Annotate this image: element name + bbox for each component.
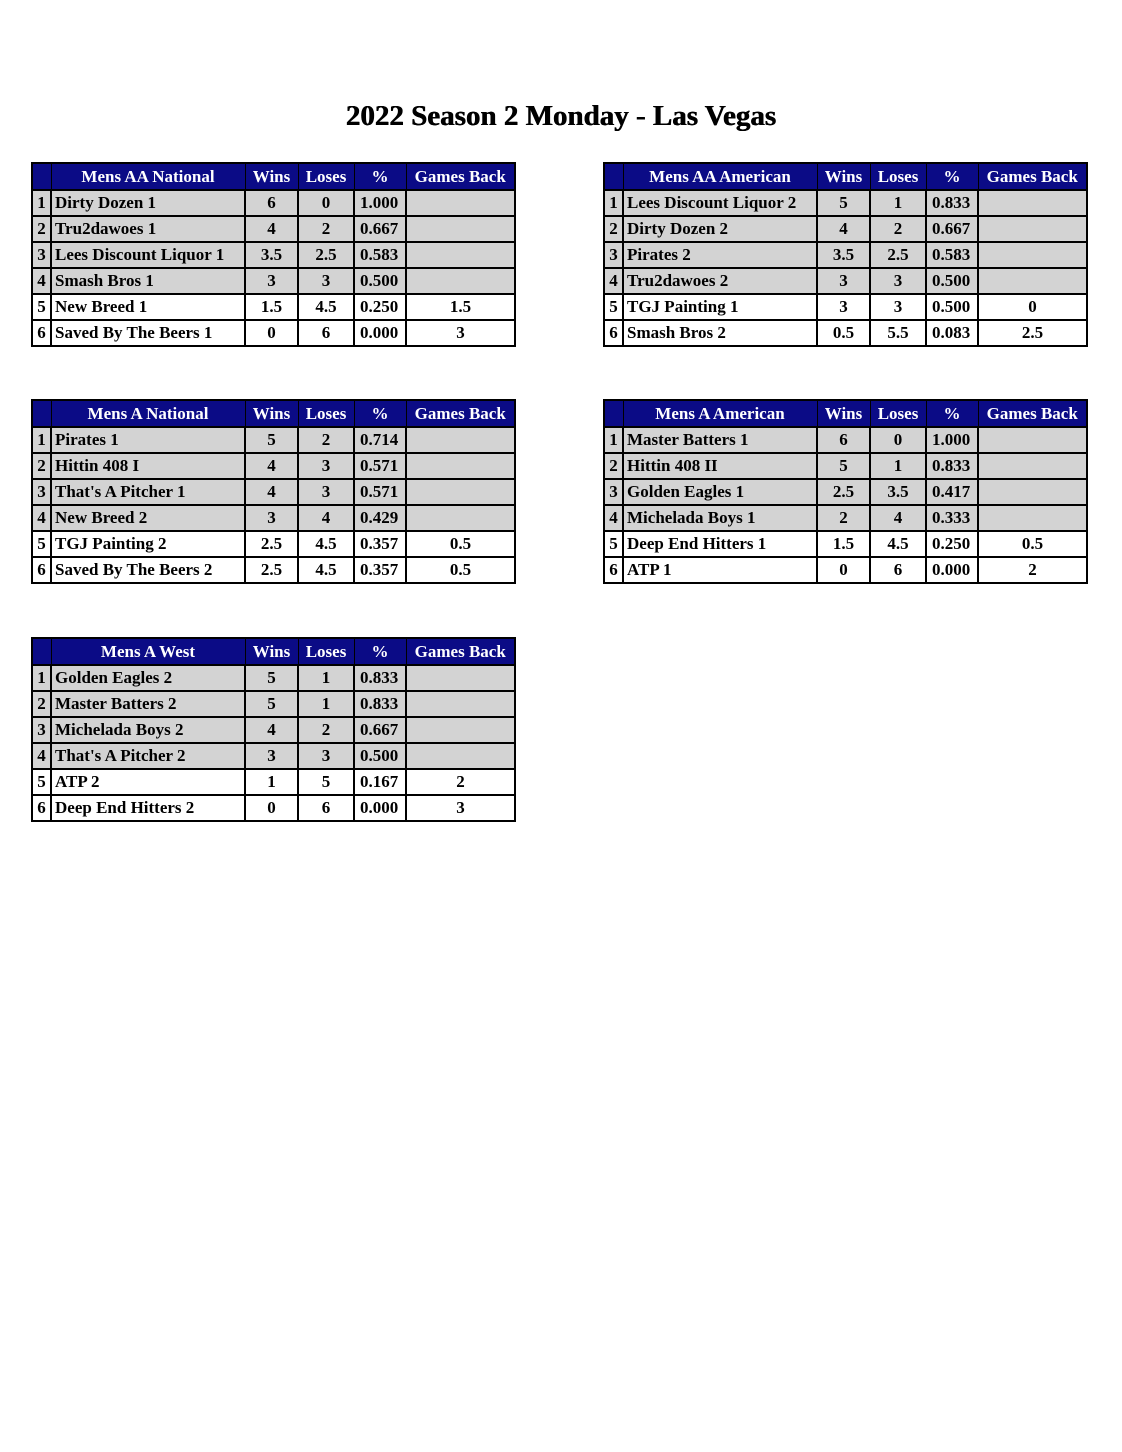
pct-cell: 0.571 xyxy=(354,453,406,479)
games-back-cell: 0.5 xyxy=(978,531,1087,557)
pct-cell: 1.000 xyxy=(354,190,406,216)
division-name-header: Mens A West xyxy=(51,638,245,665)
team-name-cell: Smash Bros 2 xyxy=(623,320,817,346)
standings-table-mens-a-national xyxy=(31,399,516,584)
division-name-header: Mens A American xyxy=(623,400,817,427)
pct-cell: 0.833 xyxy=(926,190,978,216)
rank-cell: 5 xyxy=(604,531,623,557)
team-name-cell: Master Batters 2 xyxy=(51,691,245,717)
standings-table-mens-aa-american xyxy=(603,162,1088,347)
wins-cell: 4 xyxy=(245,453,298,479)
rank-header xyxy=(32,638,51,665)
games-back-header: Games Back xyxy=(978,400,1087,427)
games-back-cell xyxy=(406,216,515,242)
rank-cell: 1 xyxy=(604,427,623,453)
team-name-cell: Tru2dawoes 1 xyxy=(51,216,245,242)
games-back-cell xyxy=(406,453,515,479)
pct-cell: 0.571 xyxy=(354,479,406,505)
rank-cell: 6 xyxy=(32,320,51,346)
wins-cell: 1.5 xyxy=(817,531,870,557)
pct-cell: 0.583 xyxy=(354,242,406,268)
header-row xyxy=(32,638,515,665)
rank-cell: 2 xyxy=(32,691,51,717)
pct-header: % xyxy=(354,400,406,427)
rank-cell: 1 xyxy=(32,665,51,691)
rank-cell: 2 xyxy=(32,216,51,242)
games-back-header: Games Back xyxy=(406,638,515,665)
games-back-cell: 0 xyxy=(978,294,1087,320)
pct-cell: 0.357 xyxy=(354,557,406,583)
games-back-cell: 2 xyxy=(406,769,515,795)
loses-cell: 3 xyxy=(298,268,354,294)
games-back-cell xyxy=(978,505,1087,531)
table-row xyxy=(32,190,515,216)
team-name-cell: Hittin 408 I xyxy=(51,453,245,479)
loses-header: Loses xyxy=(298,163,354,190)
team-name-cell: Saved By The Beers 2 xyxy=(51,557,245,583)
table-row xyxy=(32,717,515,743)
rank-cell: 1 xyxy=(604,190,623,216)
wins-cell: 0 xyxy=(245,320,298,346)
games-back-cell xyxy=(406,242,515,268)
wins-cell: 4 xyxy=(817,216,870,242)
wins-cell: 3.5 xyxy=(245,242,298,268)
wins-cell: 3.5 xyxy=(817,242,870,268)
loses-cell: 2 xyxy=(870,216,926,242)
header-row xyxy=(32,163,515,190)
loses-cell: 4.5 xyxy=(870,531,926,557)
wins-cell: 4 xyxy=(245,479,298,505)
pct-cell: 0.000 xyxy=(926,557,978,583)
table-row xyxy=(32,242,515,268)
table-row xyxy=(32,505,515,531)
loses-cell: 4.5 xyxy=(298,294,354,320)
wins-cell: 2.5 xyxy=(245,557,298,583)
table-row xyxy=(32,216,515,242)
loses-cell: 4 xyxy=(298,505,354,531)
rank-cell: 5 xyxy=(32,769,51,795)
rank-cell: 6 xyxy=(604,557,623,583)
loses-cell: 3 xyxy=(870,294,926,320)
loses-cell: 1 xyxy=(870,453,926,479)
games-back-cell xyxy=(406,190,515,216)
loses-cell: 3 xyxy=(298,479,354,505)
loses-cell: 6 xyxy=(298,320,354,346)
rank-cell: 6 xyxy=(32,795,51,821)
pct-cell: 0.250 xyxy=(926,531,978,557)
team-name-cell: Dirty Dozen 2 xyxy=(623,216,817,242)
table-row xyxy=(32,743,515,769)
header-row xyxy=(604,163,1087,190)
loses-cell: 0 xyxy=(298,190,354,216)
loses-header: Loses xyxy=(870,400,926,427)
wins-cell: 1 xyxy=(245,769,298,795)
wins-header: Wins xyxy=(245,400,298,427)
rank-cell: 2 xyxy=(604,216,623,242)
wins-cell: 5 xyxy=(245,427,298,453)
division-name-header: Mens AA American xyxy=(623,163,817,190)
loses-cell: 2.5 xyxy=(870,242,926,268)
table-row xyxy=(604,190,1087,216)
games-back-cell: 3 xyxy=(406,795,515,821)
pct-cell: 0.833 xyxy=(926,453,978,479)
pct-cell: 0.083 xyxy=(926,320,978,346)
games-back-cell xyxy=(978,453,1087,479)
pct-cell: 0.250 xyxy=(354,294,406,320)
rank-cell: 3 xyxy=(604,479,623,505)
games-back-cell: 0.5 xyxy=(406,557,515,583)
games-back-cell xyxy=(978,427,1087,453)
loses-cell: 5.5 xyxy=(870,320,926,346)
team-name-cell: Golden Eagles 1 xyxy=(623,479,817,505)
games-back-cell: 1.5 xyxy=(406,294,515,320)
wins-header: Wins xyxy=(817,163,870,190)
team-name-cell: Hittin 408 II xyxy=(623,453,817,479)
pct-header: % xyxy=(926,163,978,190)
pct-cell: 0.167 xyxy=(354,769,406,795)
pct-cell: 0.667 xyxy=(354,717,406,743)
loses-cell: 1 xyxy=(298,691,354,717)
pct-header: % xyxy=(354,163,406,190)
rank-header xyxy=(32,400,51,427)
games-back-cell xyxy=(406,691,515,717)
rank-cell: 5 xyxy=(604,294,623,320)
loses-cell: 4 xyxy=(870,505,926,531)
table-row xyxy=(32,453,515,479)
rank-cell: 4 xyxy=(32,505,51,531)
rank-cell: 3 xyxy=(32,242,51,268)
pct-cell: 0.357 xyxy=(354,531,406,557)
games-back-cell: 2.5 xyxy=(978,320,1087,346)
loses-cell: 6 xyxy=(870,557,926,583)
loses-cell: 6 xyxy=(298,795,354,821)
team-name-cell: TGJ Painting 1 xyxy=(623,294,817,320)
wins-cell: 2 xyxy=(817,505,870,531)
rank-cell: 1 xyxy=(32,190,51,216)
loses-cell: 4.5 xyxy=(298,557,354,583)
wins-cell: 0.5 xyxy=(817,320,870,346)
table-row xyxy=(604,294,1087,320)
pct-header: % xyxy=(354,638,406,665)
games-back-cell xyxy=(406,427,515,453)
table-row xyxy=(604,505,1087,531)
rank-cell: 4 xyxy=(32,268,51,294)
pct-cell: 0.714 xyxy=(354,427,406,453)
rank-cell: 3 xyxy=(32,479,51,505)
rank-header xyxy=(604,163,623,190)
standings-table-mens-aa-national xyxy=(31,162,516,347)
loses-cell: 5 xyxy=(298,769,354,795)
rank-cell: 5 xyxy=(32,294,51,320)
loses-cell: 4.5 xyxy=(298,531,354,557)
rank-cell: 3 xyxy=(604,242,623,268)
games-back-cell xyxy=(978,242,1087,268)
team-name-cell: Lees Discount Liquor 1 xyxy=(51,242,245,268)
wins-cell: 3 xyxy=(245,743,298,769)
loses-cell: 0 xyxy=(870,427,926,453)
wins-cell: 3 xyxy=(817,268,870,294)
division-name-header: Mens A National xyxy=(51,400,245,427)
table-row xyxy=(604,531,1087,557)
wins-header: Wins xyxy=(245,638,298,665)
games-back-cell xyxy=(406,505,515,531)
wins-header: Wins xyxy=(245,163,298,190)
team-name-cell: That's A Pitcher 1 xyxy=(51,479,245,505)
pct-header: % xyxy=(926,400,978,427)
rank-header xyxy=(604,400,623,427)
standings-table-mens-a-west xyxy=(31,637,516,822)
rank-cell: 4 xyxy=(604,268,623,294)
loses-cell: 3 xyxy=(298,743,354,769)
table-row xyxy=(604,427,1087,453)
wins-cell: 6 xyxy=(817,427,870,453)
games-back-cell: 0.5 xyxy=(406,531,515,557)
team-name-cell: Tru2dawoes 2 xyxy=(623,268,817,294)
wins-header: Wins xyxy=(817,400,870,427)
loses-header: Loses xyxy=(298,638,354,665)
table-row xyxy=(32,294,515,320)
team-name-cell: Deep End Hitters 2 xyxy=(51,795,245,821)
games-back-cell: 2 xyxy=(978,557,1087,583)
rank-cell: 6 xyxy=(604,320,623,346)
team-name-cell: Pirates 2 xyxy=(623,242,817,268)
wins-cell: 0 xyxy=(245,795,298,821)
games-back-cell xyxy=(406,717,515,743)
pct-cell: 0.417 xyxy=(926,479,978,505)
rank-cell: 4 xyxy=(32,743,51,769)
table-row xyxy=(32,427,515,453)
games-back-header: Games Back xyxy=(978,163,1087,190)
games-back-header: Games Back xyxy=(406,163,515,190)
loses-cell: 3 xyxy=(298,453,354,479)
pct-cell: 0.000 xyxy=(354,795,406,821)
wins-cell: 3 xyxy=(817,294,870,320)
pct-cell: 0.583 xyxy=(926,242,978,268)
pct-cell: 0.500 xyxy=(354,268,406,294)
wins-cell: 5 xyxy=(245,665,298,691)
team-name-cell: Pirates 1 xyxy=(51,427,245,453)
games-back-cell xyxy=(406,268,515,294)
games-back-cell xyxy=(406,479,515,505)
games-back-cell xyxy=(978,479,1087,505)
loses-cell: 3.5 xyxy=(870,479,926,505)
table-row xyxy=(604,216,1087,242)
wins-cell: 5 xyxy=(817,453,870,479)
games-back-cell xyxy=(406,665,515,691)
team-name-cell: Smash Bros 1 xyxy=(51,268,245,294)
pct-cell: 0.429 xyxy=(354,505,406,531)
team-name-cell: That's A Pitcher 2 xyxy=(51,743,245,769)
loses-cell: 2.5 xyxy=(298,242,354,268)
team-name-cell: Saved By The Beers 1 xyxy=(51,320,245,346)
team-name-cell: ATP 2 xyxy=(51,769,245,795)
wins-cell: 2.5 xyxy=(245,531,298,557)
team-name-cell: Michelada Boys 2 xyxy=(51,717,245,743)
table-row xyxy=(604,557,1087,583)
loses-header: Loses xyxy=(870,163,926,190)
pct-cell: 0.000 xyxy=(354,320,406,346)
team-name-cell: TGJ Painting 2 xyxy=(51,531,245,557)
rank-cell: 6 xyxy=(32,557,51,583)
wins-cell: 5 xyxy=(817,190,870,216)
team-name-cell: Michelada Boys 1 xyxy=(623,505,817,531)
page-title: 2022 Season 2 Monday - Las Vegas xyxy=(345,100,777,132)
standings-table-mens-a-american xyxy=(603,399,1088,584)
loses-cell: 2 xyxy=(298,717,354,743)
table-row xyxy=(32,320,515,346)
rank-cell: 4 xyxy=(604,505,623,531)
rank-header xyxy=(32,163,51,190)
table-row xyxy=(32,769,515,795)
team-name-cell: Lees Discount Liquor 2 xyxy=(623,190,817,216)
games-back-cell xyxy=(978,216,1087,242)
games-back-cell: 3 xyxy=(406,320,515,346)
pct-cell: 0.500 xyxy=(354,743,406,769)
table-row xyxy=(32,268,515,294)
header-row xyxy=(32,400,515,427)
table-row xyxy=(604,479,1087,505)
loses-header: Loses xyxy=(298,400,354,427)
header-row xyxy=(604,400,1087,427)
loses-cell: 1 xyxy=(870,190,926,216)
pct-cell: 0.667 xyxy=(926,216,978,242)
pct-cell: 1.000 xyxy=(926,427,978,453)
loses-cell: 3 xyxy=(870,268,926,294)
wins-cell: 0 xyxy=(817,557,870,583)
pct-cell: 0.667 xyxy=(354,216,406,242)
rank-cell: 1 xyxy=(32,427,51,453)
wins-cell: 3 xyxy=(245,505,298,531)
rank-cell: 5 xyxy=(32,531,51,557)
rank-cell: 2 xyxy=(32,453,51,479)
rank-cell: 2 xyxy=(604,453,623,479)
wins-cell: 2.5 xyxy=(817,479,870,505)
team-name-cell: New Breed 2 xyxy=(51,505,245,531)
table-row xyxy=(604,242,1087,268)
loses-cell: 1 xyxy=(298,665,354,691)
table-row xyxy=(32,557,515,583)
wins-cell: 4 xyxy=(245,216,298,242)
team-name-cell: New Breed 1 xyxy=(51,294,245,320)
table-row xyxy=(604,453,1087,479)
division-name-header: Mens AA National xyxy=(51,163,245,190)
pct-cell: 0.500 xyxy=(926,294,978,320)
team-name-cell: Deep End Hitters 1 xyxy=(623,531,817,557)
games-back-cell xyxy=(978,190,1087,216)
team-name-cell: Golden Eagles 2 xyxy=(51,665,245,691)
wins-cell: 6 xyxy=(245,190,298,216)
table-row xyxy=(32,795,515,821)
games-back-header: Games Back xyxy=(406,400,515,427)
wins-cell: 4 xyxy=(245,717,298,743)
team-name-cell: ATP 1 xyxy=(623,557,817,583)
wins-cell: 1.5 xyxy=(245,294,298,320)
loses-cell: 2 xyxy=(298,216,354,242)
table-row xyxy=(604,320,1087,346)
team-name-cell: Dirty Dozen 1 xyxy=(51,190,245,216)
games-back-cell xyxy=(406,743,515,769)
team-name-cell: Master Batters 1 xyxy=(623,427,817,453)
pct-cell: 0.500 xyxy=(926,268,978,294)
pct-cell: 0.833 xyxy=(354,691,406,717)
wins-cell: 5 xyxy=(245,691,298,717)
games-back-cell xyxy=(978,268,1087,294)
table-row xyxy=(32,531,515,557)
pct-cell: 0.333 xyxy=(926,505,978,531)
table-row xyxy=(32,479,515,505)
wins-cell: 3 xyxy=(245,268,298,294)
table-row xyxy=(32,691,515,717)
table-row xyxy=(604,268,1087,294)
table-row xyxy=(32,665,515,691)
pct-cell: 0.833 xyxy=(354,665,406,691)
rank-cell: 3 xyxy=(32,717,51,743)
loses-cell: 2 xyxy=(298,427,354,453)
